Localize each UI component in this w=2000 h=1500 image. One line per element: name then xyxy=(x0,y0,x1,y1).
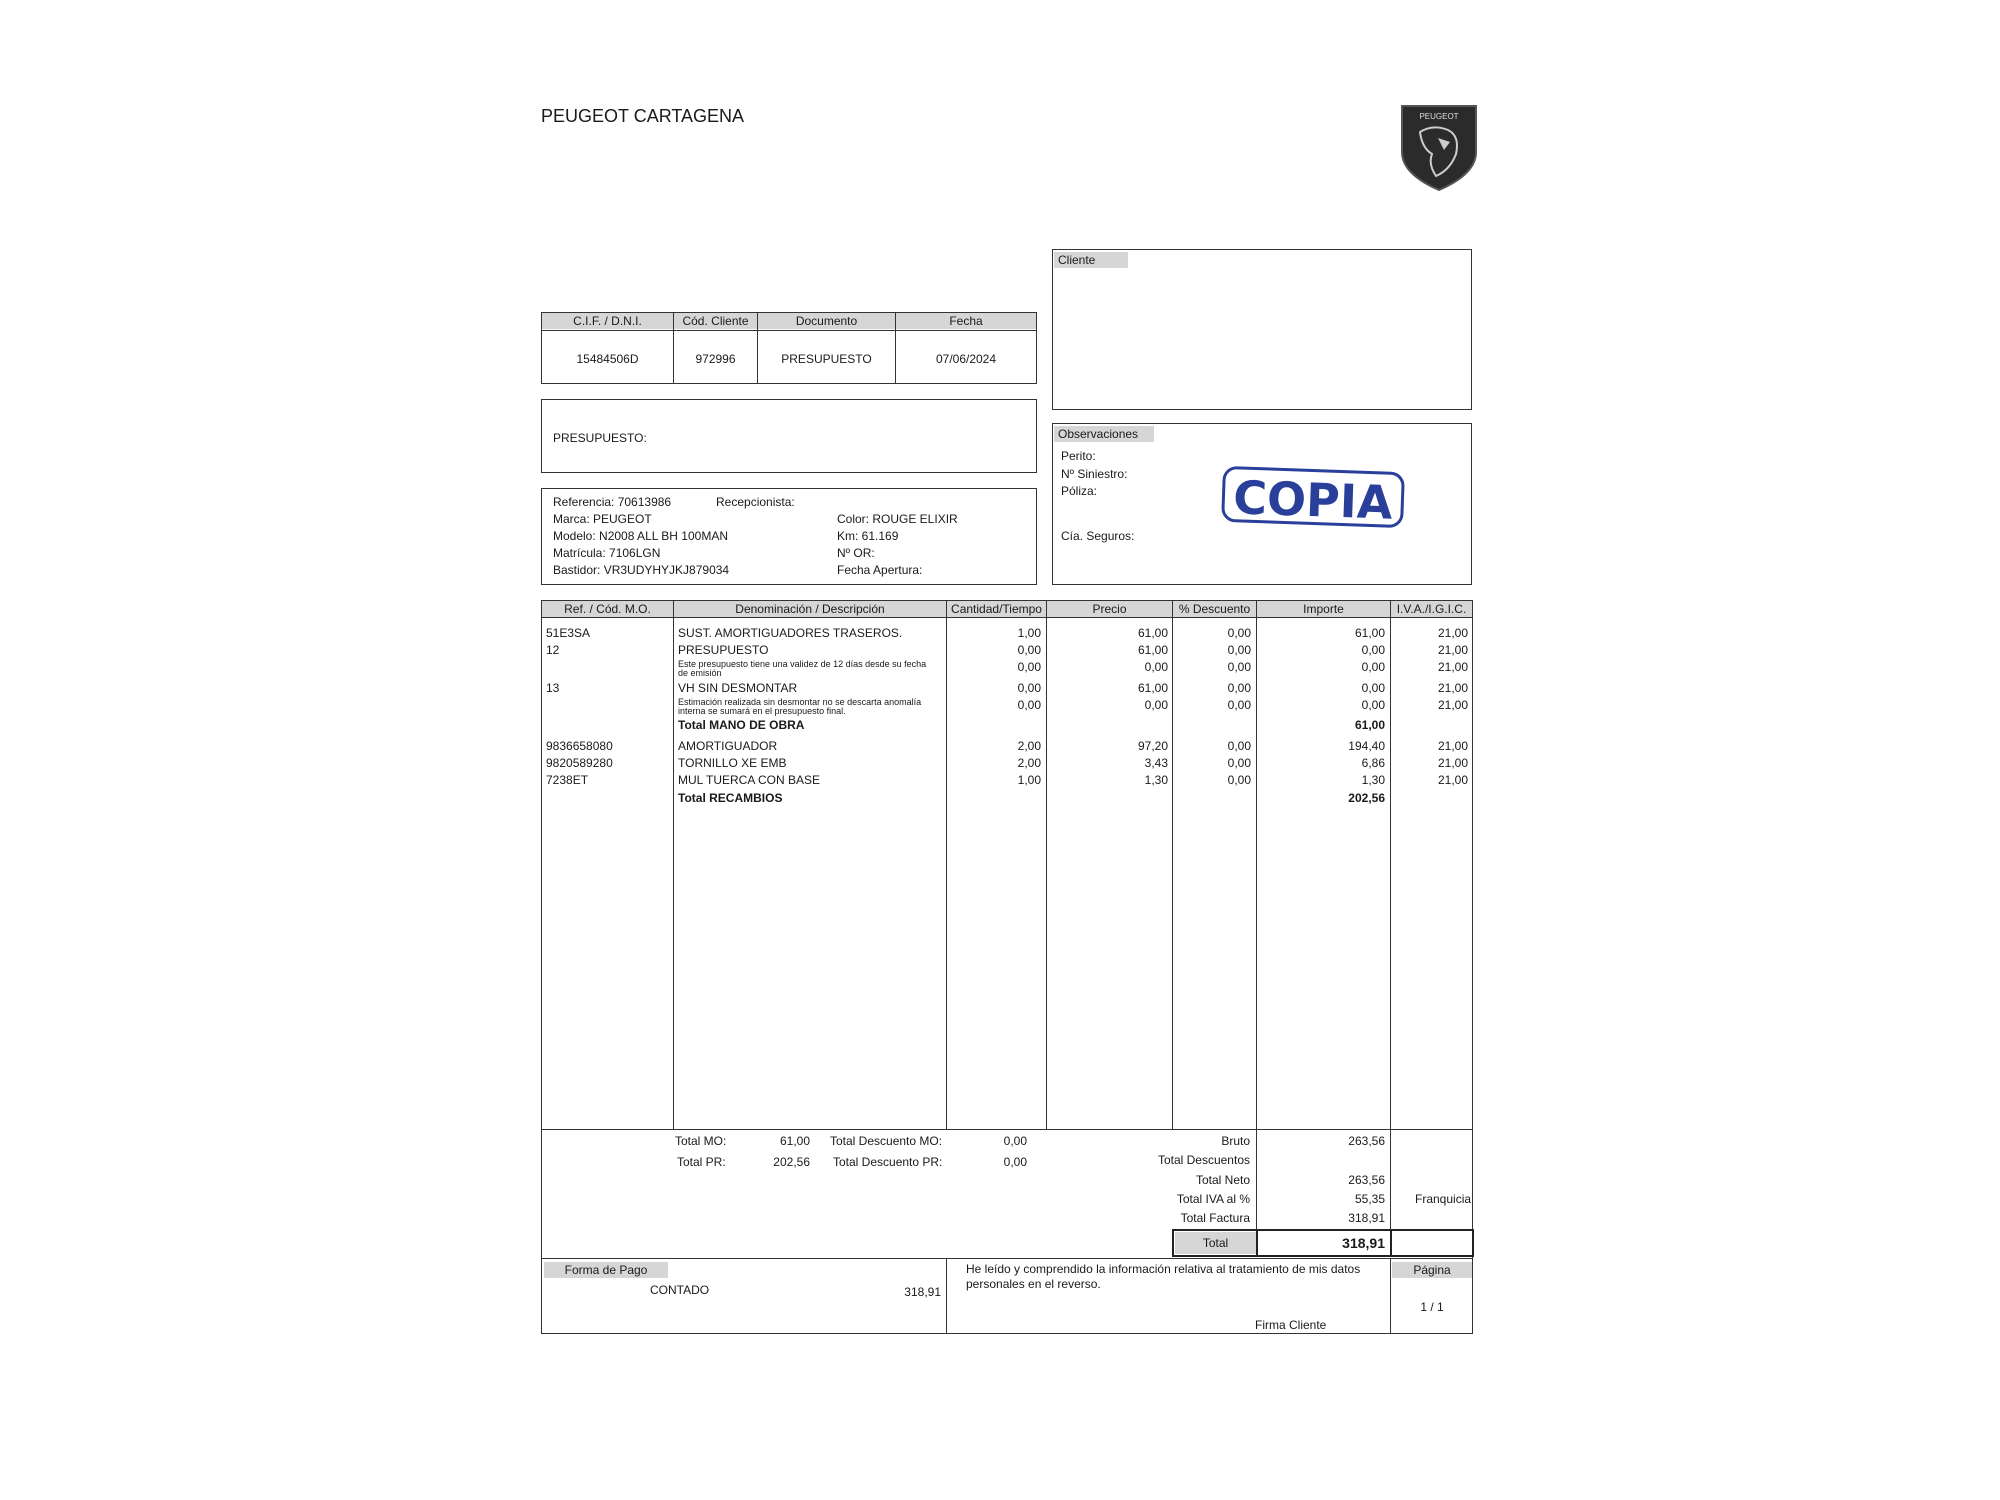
row-descuento: 0,00 xyxy=(1227,739,1251,753)
row-cantidad: 2,00 xyxy=(1017,756,1041,770)
row-importe: 61,00 xyxy=(1354,626,1385,640)
doc-value-cod: 972996 xyxy=(695,352,736,366)
row-cantidad: 0,00 xyxy=(1017,698,1041,712)
row-desc: PRESUPUESTO xyxy=(678,643,769,657)
row-importe: 6,86 xyxy=(1361,756,1385,770)
vehicle-fecha-apertura: Fecha Apertura: xyxy=(837,563,923,577)
row-cantidad: 0,00 xyxy=(1017,660,1041,674)
row-ref: 7238ET xyxy=(546,773,589,787)
total-label: Total xyxy=(1175,1232,1256,1254)
cliente-label: Cliente xyxy=(1054,252,1128,268)
row-cantidad: 2,00 xyxy=(1017,739,1041,753)
neto-value: 263,56 xyxy=(1348,1173,1385,1187)
row-desc: TORNILLO XE EMB xyxy=(678,756,787,770)
row-ref: 12 xyxy=(546,643,560,657)
vehicle-nor: Nº OR: xyxy=(837,546,875,560)
vehicle-bastidor: Bastidor: VR3UDYHYJKJ879034 xyxy=(553,563,730,577)
row-desc: MUL TUERCA CON BASE xyxy=(678,773,821,787)
totals-mo-value: 61,00 xyxy=(779,1134,810,1148)
iva-value: 55,35 xyxy=(1354,1192,1385,1206)
row-importe: 1,30 xyxy=(1361,773,1385,787)
row-cantidad: 1,00 xyxy=(1017,773,1041,787)
row-iva: 21,00 xyxy=(1437,739,1468,753)
presupuesto-label: PRESUPUESTO: xyxy=(553,431,647,445)
observaciones-label: Observaciones xyxy=(1054,426,1154,442)
row-precio: 3,43 xyxy=(1144,756,1168,770)
row-descuento: 0,00 xyxy=(1227,681,1251,695)
row-precio: 61,00 xyxy=(1137,626,1168,640)
row-ref: 13 xyxy=(546,681,560,695)
vehicle-color: Color: ROUGE ELIXIR xyxy=(837,512,958,526)
row-desc: VH SIN DESMONTAR xyxy=(678,681,798,695)
row-importe: 0,00 xyxy=(1361,660,1385,674)
firma-cliente-label: Firma Cliente xyxy=(1255,1318,1327,1332)
totals-pr-label: Total PR: xyxy=(677,1155,726,1169)
row-iva: 21,00 xyxy=(1437,681,1468,695)
row-iva: 21,00 xyxy=(1437,643,1468,657)
row-cantidad: 0,00 xyxy=(1017,643,1041,657)
factura-label: Total Factura xyxy=(1180,1211,1250,1225)
row-desc: SUST. AMORTIGUADORES TRASEROS. xyxy=(678,626,903,640)
logo-text: PEUGEOT xyxy=(1419,112,1459,121)
totals-dto-mo-label: Total Descuento MO: xyxy=(830,1134,943,1148)
row-iva: 21,00 xyxy=(1437,773,1468,787)
poliza-label: Póliza: xyxy=(1061,484,1098,498)
row-iva: 21,00 xyxy=(1437,626,1468,640)
copia-stamp: COPIA xyxy=(1221,466,1405,528)
doc-value-cif: 15484506D xyxy=(576,352,639,366)
row-cantidad: 0,00 xyxy=(1017,681,1041,695)
pagina-value: 1 / 1 xyxy=(1420,1300,1444,1314)
doc-header-documento: Documento xyxy=(758,313,895,329)
vehicle-marca: Marca: PEUGEOT xyxy=(553,512,652,526)
neto-label: Total Neto xyxy=(1195,1173,1250,1187)
row-cantidad: 1,00 xyxy=(1017,626,1041,640)
total-mano-obra-label: Total MANO DE OBRA xyxy=(678,718,805,732)
perito-label: Perito: xyxy=(1061,449,1096,463)
col-header-ref: Ref. / Cód. M.O. xyxy=(542,601,673,617)
cliente-box xyxy=(1052,249,1472,410)
row-ref: 9820589280 xyxy=(546,756,613,770)
total-recambios-label: Total RECAMBIOS xyxy=(678,791,783,805)
col-header-precio: Precio xyxy=(1047,601,1172,617)
doc-header-cif: C.I.F. / D.N.I. xyxy=(542,313,673,329)
col-header-descuento: % Descuento xyxy=(1173,601,1256,617)
row-precio: 97,20 xyxy=(1137,739,1168,753)
row-descuento: 0,00 xyxy=(1227,643,1251,657)
totals-mo-label: Total MO: xyxy=(675,1134,727,1148)
bruto-label: Bruto xyxy=(1221,1134,1250,1148)
row-ref: 51E3SA xyxy=(546,626,591,640)
siniestro-label: Nº Siniestro: xyxy=(1061,467,1128,481)
totals-dto-pr-value: 0,00 xyxy=(1003,1155,1027,1169)
bruto-value: 263,56 xyxy=(1348,1134,1385,1148)
col-header-desc: Denominación / Descripción xyxy=(674,601,946,617)
pagina-label: Página xyxy=(1392,1262,1472,1278)
factura-value: 318,91 xyxy=(1348,1211,1385,1225)
col-header-cantidad: Cantidad/Tiempo xyxy=(947,601,1046,617)
forma-pago-importe: 318,91 xyxy=(904,1285,941,1299)
row-descuento: 0,00 xyxy=(1227,773,1251,787)
doc-header-cod: Cód. Cliente xyxy=(674,313,757,329)
total-mano-obra-value: 61,00 xyxy=(1354,718,1385,732)
row-ref: 9836658080 xyxy=(546,739,613,753)
legal-text: He leído y comprendido la información relativa al tratamiento de mis datos personales en el reverso. xyxy=(966,1262,1361,1291)
col-header-importe: Importe xyxy=(1257,601,1390,617)
row-precio: 61,00 xyxy=(1137,681,1168,695)
forma-pago-value: CONTADO xyxy=(650,1283,710,1297)
row-iva: 21,00 xyxy=(1437,756,1468,770)
row-descuento: 0,00 xyxy=(1227,698,1251,712)
peugeot-logo xyxy=(1398,102,1480,192)
forma-pago-label: Forma de Pago xyxy=(544,1262,668,1278)
row-iva: 21,00 xyxy=(1437,698,1468,712)
total-recambios-value: 202,56 xyxy=(1348,791,1385,805)
row-importe: 0,00 xyxy=(1361,698,1385,712)
row-precio: 61,00 xyxy=(1137,643,1168,657)
vehicle-recepcionista: Recepcionista: xyxy=(716,495,795,509)
row-precio: 0,00 xyxy=(1144,660,1168,674)
vehicle-referencia: Referencia: 70613986 xyxy=(553,495,672,509)
row-precio: 0,00 xyxy=(1144,698,1168,712)
row-desc: AMORTIGUADOR xyxy=(678,739,778,753)
totals-dto-mo-value: 0,00 xyxy=(1003,1134,1027,1148)
totals-pr-value: 202,56 xyxy=(773,1155,810,1169)
row-iva: 21,00 xyxy=(1437,660,1468,674)
total-value: 318,91 xyxy=(1342,1235,1385,1251)
row-descuento: 0,00 xyxy=(1227,660,1251,674)
doc-value-documento: PRESUPUESTO xyxy=(781,352,872,366)
vehicle-modelo: Modelo: N2008 ALL BH 100MAN xyxy=(553,529,728,543)
seguros-label: Cía. Seguros: xyxy=(1061,529,1135,543)
totals-dto-pr-label: Total Descuento PR: xyxy=(833,1155,943,1169)
vehicle-matricula: Matrícula: 7106LGN xyxy=(553,546,661,560)
descuentos-label: Total Descuentos xyxy=(1157,1153,1250,1167)
row-descuento: 0,00 xyxy=(1227,756,1251,770)
company-name: PEUGEOT CARTAGENA xyxy=(541,106,745,126)
row-descuento: 0,00 xyxy=(1227,626,1251,640)
row-importe: 194,40 xyxy=(1348,739,1385,753)
col-header-iva: I.V.A./I.G.I.C. xyxy=(1391,601,1472,617)
row-precio: 1,30 xyxy=(1144,773,1168,787)
vehicle-km: Km: 61.169 xyxy=(837,529,899,543)
row-importe: 0,00 xyxy=(1361,643,1385,657)
franquicia-label: Franquicia xyxy=(1415,1192,1472,1206)
row-desc-note: Estimación realizada sin desmontar no se descarta anomalía interna se sumará en el presupuesto final. xyxy=(678,697,922,716)
iva-label: Total IVA al % xyxy=(1176,1192,1250,1206)
doc-header-fecha: Fecha xyxy=(896,313,1036,329)
row-desc-note: Este presupuesto tiene una validez de 12 días desde su fecha de emisión xyxy=(678,659,927,678)
row-importe: 0,00 xyxy=(1361,681,1385,695)
doc-value-fecha: 07/06/2024 xyxy=(935,352,997,366)
